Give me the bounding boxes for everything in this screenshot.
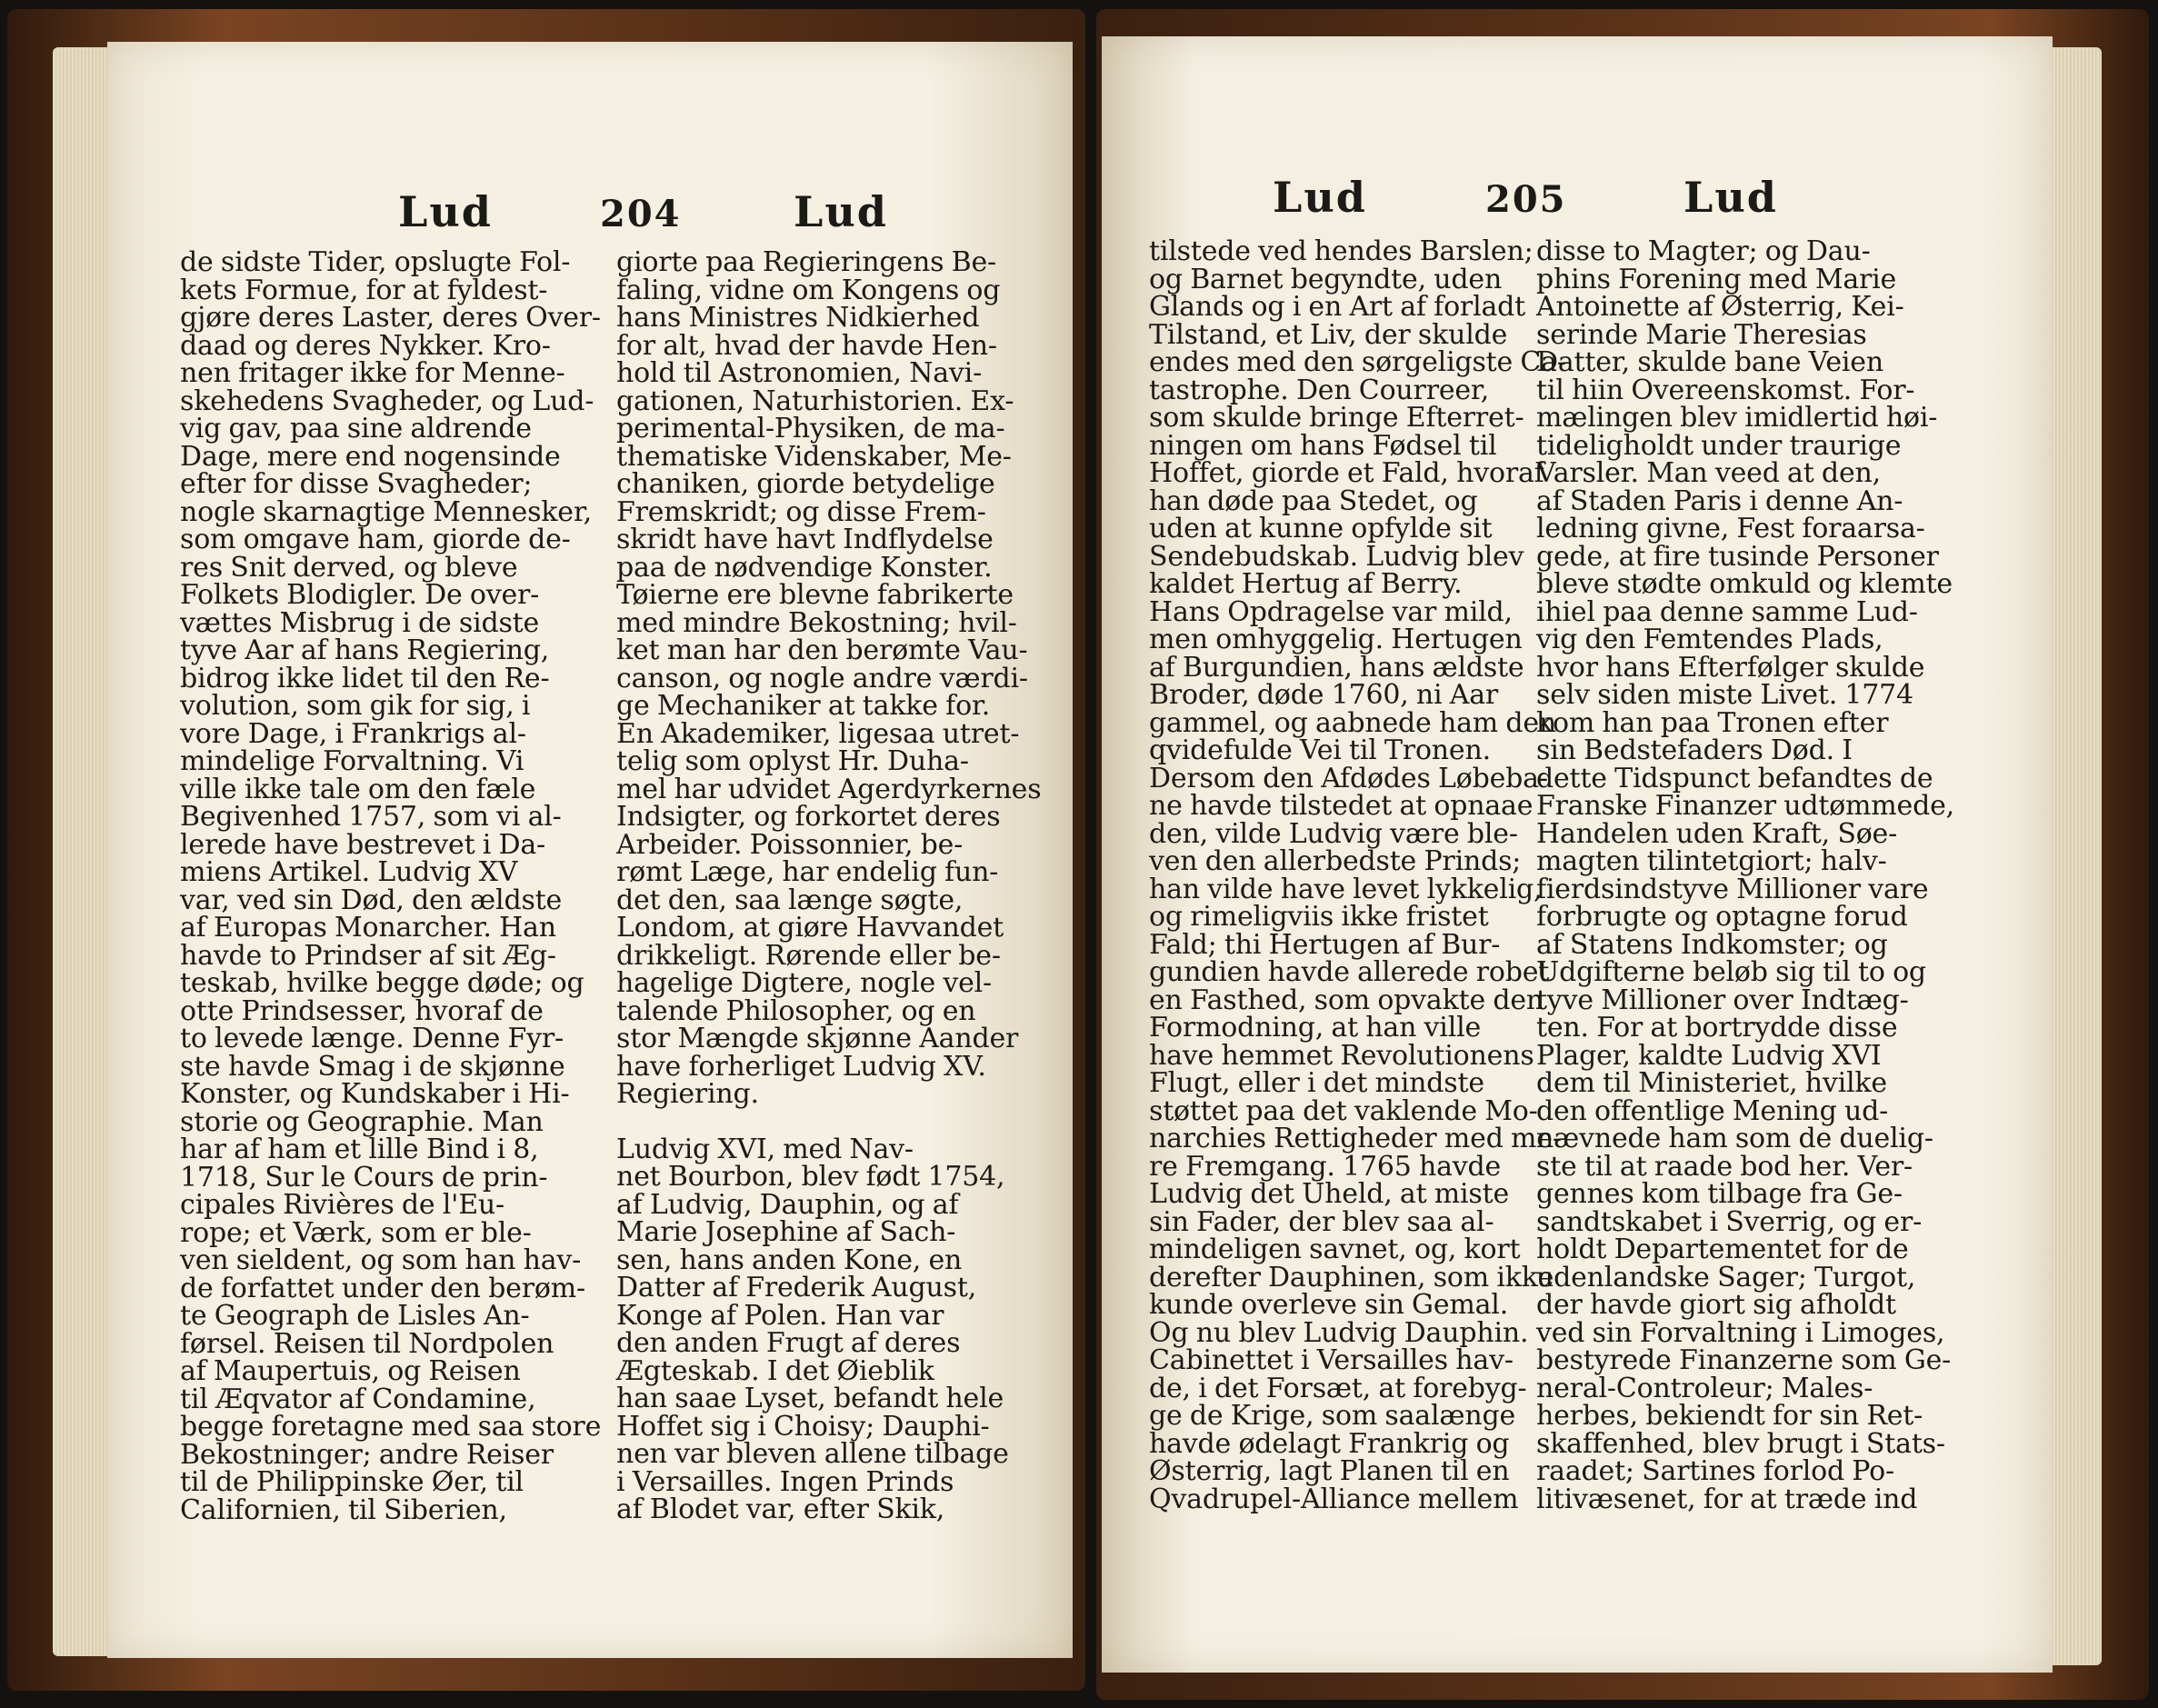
text-line: ket man har den berømte Vau- xyxy=(616,634,1028,666)
text-line: gationen, Naturhistorien. Ex- xyxy=(616,385,1014,417)
text-line: mindeligen savnet, og, kort xyxy=(1149,1234,1521,1265)
text-line: bestyrede Finanzerne som Ge- xyxy=(1536,1344,1952,1376)
text-line: af Staden Paris i denne An- xyxy=(1536,484,1903,517)
text-line: sen, hans anden Kone, en xyxy=(616,1244,963,1276)
text-line: nen fritager ikke for Menne- xyxy=(180,357,565,389)
text-line: otte Prindsesser, hvoraf de xyxy=(180,994,544,1027)
text-line: ved sin Forvaltning i Limoges, xyxy=(1536,1316,1945,1349)
text-line: ste til at raade bod her. Ver- xyxy=(1536,1150,1913,1183)
text-line: støttet paa det vaklende Mo- xyxy=(1149,1094,1538,1127)
text-line: nen var bleven allene tilbage xyxy=(616,1438,1009,1470)
text-line: dette Tidspunct befandtes de xyxy=(1536,762,1933,794)
text-line: nogle skarnagtige Mennesker, xyxy=(180,495,593,528)
text-line: gjøre deres Laster, deres Over- xyxy=(180,302,601,334)
text-line: teskab, hvilke begge døde; og xyxy=(180,967,584,999)
text-line: Dage, mere end nogensinde xyxy=(180,440,561,473)
text-line: storie og Geographie. Man xyxy=(180,1105,544,1138)
text-line: Londom, at giøre Havvandet xyxy=(616,912,1004,944)
text-line: thematiske Videnskaber, Me- xyxy=(616,440,1012,473)
text-line: mel har udvidet Agerdyrkernes xyxy=(616,773,1042,805)
text-line: tyve Aar af hans Regiering, xyxy=(180,634,550,666)
text-line: Begivenhed 1757, som vi al- xyxy=(180,801,562,833)
text-line: den offentlige Mening ud- xyxy=(1536,1094,1889,1127)
text-line: Franske Finanzer udtømmede, xyxy=(1536,790,1954,822)
text-line: han døde paa Stedet, og xyxy=(1149,484,1478,517)
text-line: vættes Misbrug i de sidste xyxy=(180,606,540,639)
text-line: dem til Ministeriet, hvilke xyxy=(1536,1067,1887,1099)
text-line: ten. For at bortrydde disse xyxy=(1536,1012,1898,1044)
text-line: paa de nødvendige Konster. xyxy=(616,551,993,584)
text-column-1 xyxy=(180,246,602,1526)
text-line: der havde giort sig afholdt xyxy=(1536,1289,1896,1321)
text-line: Varsler. Man veed at den, xyxy=(1536,457,1881,489)
text-line: Tøierne ere blevne fabrikerte xyxy=(616,579,1014,611)
text-line: En Akademiker, ligesaa utret- xyxy=(616,717,1020,750)
text-line: raadet; Sartines forlod Po- xyxy=(1536,1455,1894,1487)
text-line: Cabinettet i Versailles hav- xyxy=(1149,1344,1514,1376)
text-line: den, vilde Ludvig være ble- xyxy=(1149,817,1518,850)
text-line: te Geograph de Lisles An- xyxy=(180,1300,530,1332)
text-line: Handelen uden Kraft, Søe- xyxy=(1536,817,1898,850)
text-line: qvidefulde Vei til Tronen. xyxy=(1149,734,1491,766)
text-line: havde ødelagt Frankrig og xyxy=(1149,1427,1510,1460)
text-line: gundien havde allerede robet xyxy=(1149,956,1550,988)
text-line: har af ham et lille Bind i 8, xyxy=(180,1134,539,1165)
text-line: lerede have bestrevet i Da- xyxy=(180,828,545,861)
text-line: for alt, hvad der havde Hen- xyxy=(616,329,997,362)
text-line: en Fasthed, som opvakte den xyxy=(1149,984,1544,1016)
text-line: Sendebudskab. Ludvig blev xyxy=(1149,540,1524,573)
text-line: Og nu blev Ludvig Dauphin. xyxy=(1149,1316,1529,1349)
text-column-2 xyxy=(616,246,1042,1525)
text-line: Indsigter, og forkortet deres xyxy=(616,801,1001,833)
text-line: Glands og i en Art af forladt xyxy=(1149,291,1526,323)
text-line: og rimeligviis ikke fristet xyxy=(1149,901,1489,933)
text-line: tideligholdt under traurige xyxy=(1536,429,1902,462)
text-line: Østerrig, lagt Planen til en xyxy=(1149,1455,1510,1487)
text-line: magten tilintetgiort; halv- xyxy=(1536,845,1887,877)
text-line: telig som oplyst Hr. Duha- xyxy=(616,745,969,777)
text-line: talende Philosopher, og en xyxy=(616,994,976,1027)
text-line: holdt Departementet for de xyxy=(1536,1234,1909,1265)
running-head-right: Lud xyxy=(1683,173,1778,222)
text-line: sin Fader, der blev saa al- xyxy=(1149,1205,1494,1238)
text-line: de sidste Tider, opslugte Fol- xyxy=(180,246,571,278)
text-line: Regiering. xyxy=(616,1078,759,1110)
text-line: mindelige Forvaltning. Vi xyxy=(180,745,525,777)
text-line: derefter Dauphinen, som ikke xyxy=(1149,1261,1554,1293)
text-line: volution, som gik for sig, i xyxy=(180,690,531,722)
text-line xyxy=(616,1109,962,1136)
text-line: ven den allerbedste Prinds; xyxy=(1149,845,1522,877)
text-line: daad og deres Nykker. Kro- xyxy=(180,329,551,362)
text-column-1 xyxy=(1149,235,1566,1515)
text-line: Ludvig XVI, med Nav- xyxy=(616,1133,914,1165)
text-line: rømt Læge, har endelig fun- xyxy=(616,856,999,888)
running-head-right: Lud xyxy=(794,187,888,236)
text-line: skridt have havt Indflydelse xyxy=(616,524,994,555)
text-line: havde to Prindser af sit Æg- xyxy=(180,939,556,972)
text-line: bidrog ikke lidet til den Re- xyxy=(180,662,550,694)
text-line: Ludvig det Uheld, at miste xyxy=(1149,1178,1510,1210)
text-line: nævnede ham som de duelig- xyxy=(1536,1123,1933,1154)
text-line: uden at kunne opfylde sit xyxy=(1149,513,1493,544)
text-line: kunde overleve sin Gemal. xyxy=(1149,1289,1509,1321)
text-line: faling, vidne om Kongens og xyxy=(616,274,1001,306)
text-line: Qvadrupel-Alliance mellem xyxy=(1149,1483,1519,1515)
text-line: rope; et Værk, som er ble- xyxy=(180,1216,532,1249)
text-line: Dersom den Afdødes Løbeba- xyxy=(1149,762,1548,794)
text-line: med mindre Bekostning; hvil- xyxy=(616,606,1017,639)
text-line: var, ved sin Død, den ældste xyxy=(180,884,563,916)
text-line: han saae Lyset, befandt hele xyxy=(616,1383,1004,1414)
text-line: have forherliget Ludvig XV. xyxy=(616,1050,986,1083)
text-line: begge foretagne med saa store xyxy=(180,1411,602,1443)
text-line: Datter af Frederik August, xyxy=(616,1272,977,1303)
text-line: sandtskabet i Sverrig, og er- xyxy=(1536,1205,1923,1238)
text-line: han vilde have levet lykkelig, xyxy=(1149,873,1543,905)
text-line: gede, at fire tusinde Personer xyxy=(1536,540,1939,573)
text-line: førsel. Reisen til Nordpolen xyxy=(180,1327,554,1360)
text-line: net Bourbon, blev født 1754, xyxy=(616,1161,1005,1193)
text-line: Hoffet sig i Choisy; Dauphi- xyxy=(616,1410,990,1443)
text-line: af Europas Monarcher. Han xyxy=(180,912,556,944)
text-line: tilstede ved hendes Barslen; xyxy=(1149,235,1534,267)
text-line: gammel, og aabnede ham den xyxy=(1149,706,1557,739)
text-line: res Snit derved, og bleve xyxy=(180,551,518,584)
text-line: ville ikke tale om den fæle xyxy=(180,773,536,805)
text-line: Konster, og Kundskaber i Hi- xyxy=(180,1078,570,1110)
text-line: Konge af Polen. Han var xyxy=(616,1299,944,1332)
text-line: Californien, til Siberien, xyxy=(180,1493,507,1526)
text-line: drikkeligt. Rørende eller be- xyxy=(616,939,1001,972)
text-line: vore Dage, i Frankrigs al- xyxy=(180,717,526,750)
text-line: gennes kom tilbage fra Ge- xyxy=(1536,1178,1903,1210)
text-line: til Æqvator af Condamine, xyxy=(180,1383,536,1415)
text-line: af Ludvig, Dauphin, og af xyxy=(616,1188,959,1221)
text-line: Ægteskab. I det Øieblik xyxy=(616,1354,934,1387)
text-line: herbes, bekiendt for sin Ret- xyxy=(1536,1400,1923,1432)
text-line: kom han paa Tronen efter xyxy=(1536,706,1889,739)
text-line: i Versailles. Ingen Prinds xyxy=(616,1465,954,1498)
text-line: fierdsindstyve Millioner vare xyxy=(1536,873,1929,905)
text-line: som skulde bringe Efterret- xyxy=(1149,402,1524,434)
text-line: skaffenhed, blev brugt i Stats- xyxy=(1536,1427,1945,1460)
text-line: vig gav, paa sine aldrende xyxy=(180,413,532,444)
text-line: miens Artikel. Ludvig XV xyxy=(180,856,518,888)
text-line: serinde Marie Theresias xyxy=(1536,318,1867,351)
text-line: ven sieldent, og som han hav- xyxy=(180,1244,582,1276)
text-line: tyve Millioner over Indtæg- xyxy=(1536,984,1909,1016)
text-line: forbrugte og optagne forud xyxy=(1536,901,1908,933)
text-line: stor Mængde skjønne Aander xyxy=(616,1023,1019,1054)
text-line: giorte paa Regieringens Be- xyxy=(616,246,996,278)
text-line: disse to Magter; og Dau- xyxy=(1536,235,1871,267)
text-line: Udgifterne beløb sig til to og xyxy=(1536,956,1926,988)
text-line: af Blodet var, efter Skik, xyxy=(616,1493,945,1525)
text-line: ste havde Smag i de skjønne xyxy=(180,1050,565,1083)
text-line: ningen om hans Fødsel til xyxy=(1149,429,1497,462)
text-line: have hemmet Revolutionens xyxy=(1149,1039,1534,1072)
text-line: og Barnet begyndte, uden xyxy=(1149,263,1503,295)
text-line: til de Philippinske Øer, til xyxy=(180,1466,524,1498)
text-line: Hoffet, giorde et Fald, hvoraf xyxy=(1149,457,1544,489)
text-line: ledning givne, Fest foraarsa- xyxy=(1536,513,1925,544)
left-page xyxy=(107,42,1073,1658)
text-line: den anden Frugt af deres xyxy=(616,1327,961,1359)
text-line: Datter, skulde bane Veien xyxy=(1536,346,1883,378)
text-line: perimental-Physiken, de ma- xyxy=(616,413,1005,444)
text-line: ge de Krige, som saalænge xyxy=(1149,1400,1516,1432)
page-number: 205 xyxy=(1485,178,1567,221)
text-line: selv siden miste Livet. 1774 xyxy=(1536,679,1913,711)
page-number: 204 xyxy=(600,193,682,235)
text-line: 1718, Sur le Cours de prin- xyxy=(180,1161,548,1194)
right-page xyxy=(1102,36,2053,1673)
text-line: to levede længe. Denne Fyr- xyxy=(180,1023,564,1054)
page-edges-right xyxy=(2045,47,2102,1665)
text-line: af Maupertuis, og Reisen xyxy=(180,1355,521,1387)
text-line: sin Bedstefaders Død. I xyxy=(1536,734,1853,766)
text-line: Fald; thi Hertugen af Bur- xyxy=(1149,928,1501,961)
text-line: af Statens Indkomster; og xyxy=(1536,928,1888,961)
text-line: cipales Rivières de l'Eu- xyxy=(180,1189,505,1221)
text-line: kaldet Hertug af Berry. xyxy=(1149,568,1463,600)
text-line: kets Formue, for at fyldest- xyxy=(180,274,548,306)
text-line: skehedens Svagheder, og Lud- xyxy=(180,385,594,417)
text-line: Formodning, at han ville xyxy=(1149,1012,1482,1044)
text-line: det den, saa længe søgte, xyxy=(616,884,964,916)
text-line: ge Mechaniker at takke for. xyxy=(616,690,991,722)
text-line: neral-Controleur; Males- xyxy=(1536,1372,1873,1404)
text-line: de, i det Forsæt, at forebyg- xyxy=(1149,1372,1527,1404)
text-line: til hiin Overeenskomst. For- xyxy=(1536,374,1915,406)
text-line: Marie Josephine af Sach- xyxy=(616,1216,956,1248)
text-line: Hans Opdragelse var mild, xyxy=(1149,595,1513,628)
text-line: hagelige Digtere, nogle vel- xyxy=(616,967,992,999)
text-line: Antoinette af Østerrig, Kei- xyxy=(1536,291,1904,323)
text-line: af Burgundien, hans ældste xyxy=(1149,651,1524,684)
text-line: vig den Femtendes Plads, xyxy=(1536,624,1883,655)
text-line: de forfattet under den berøm- xyxy=(180,1272,585,1304)
text-line: ne havde tilstedet at opnaae xyxy=(1149,790,1534,822)
text-line: re Fremgang. 1765 havde xyxy=(1149,1150,1502,1183)
text-line: som omgave ham, giorde de- xyxy=(180,524,571,555)
text-line: Broder, døde 1760, ni Aar xyxy=(1149,679,1499,711)
text-line: bleve stødte omkuld og klemte xyxy=(1536,568,1953,600)
text-line: udenlandske Sager; Turgot, xyxy=(1536,1261,1916,1293)
text-line: hvor hans Efterfølger skulde xyxy=(1536,651,1925,684)
text-line: hans Ministres Nidkierhed xyxy=(616,302,980,334)
text-line: chaniken, giorde betydelige xyxy=(616,468,995,500)
text-line: Bekostninger; andre Reiser xyxy=(180,1438,554,1471)
text-line: hold til Astronomien, Navi- xyxy=(616,357,983,389)
text-line: canson, og nogle andre værdi- xyxy=(616,662,1028,694)
text-line: efter for disse Svagheder; xyxy=(180,468,533,500)
text-line: litivæsenet, for at træde ind xyxy=(1536,1483,1918,1515)
text-line: narchies Rettigheder med me- xyxy=(1149,1123,1562,1154)
text-line: Folkets Blodigler. De over- xyxy=(180,579,540,611)
text-line: tastrophe. Den Courreer, xyxy=(1149,374,1490,406)
text-column-2 xyxy=(1536,235,1954,1515)
text-line: mælingen blev imidlertid høi- xyxy=(1536,402,1938,434)
text-line: Flugt, eller i det mindste xyxy=(1149,1067,1484,1099)
running-head-left: Lud xyxy=(398,187,493,236)
text-line: Tilstand, et Liv, der skulde xyxy=(1149,318,1508,351)
running-head-left: Lud xyxy=(1273,173,1367,222)
text-line: phins Forening med Marie xyxy=(1536,263,1897,295)
text-line: endes med den sørgeligste Ca- xyxy=(1149,346,1566,378)
text-line: Arbeider. Poissonnier, be- xyxy=(616,828,964,861)
text-line: men omhyggelig. Hertugen xyxy=(1149,624,1523,655)
text-line: Fremskridt; og disse Frem- xyxy=(616,495,986,528)
text-line: ihiel paa denne samme Lud- xyxy=(1536,595,1918,628)
text-line: Plager, kaldte Ludvig XVI xyxy=(1536,1039,1882,1072)
